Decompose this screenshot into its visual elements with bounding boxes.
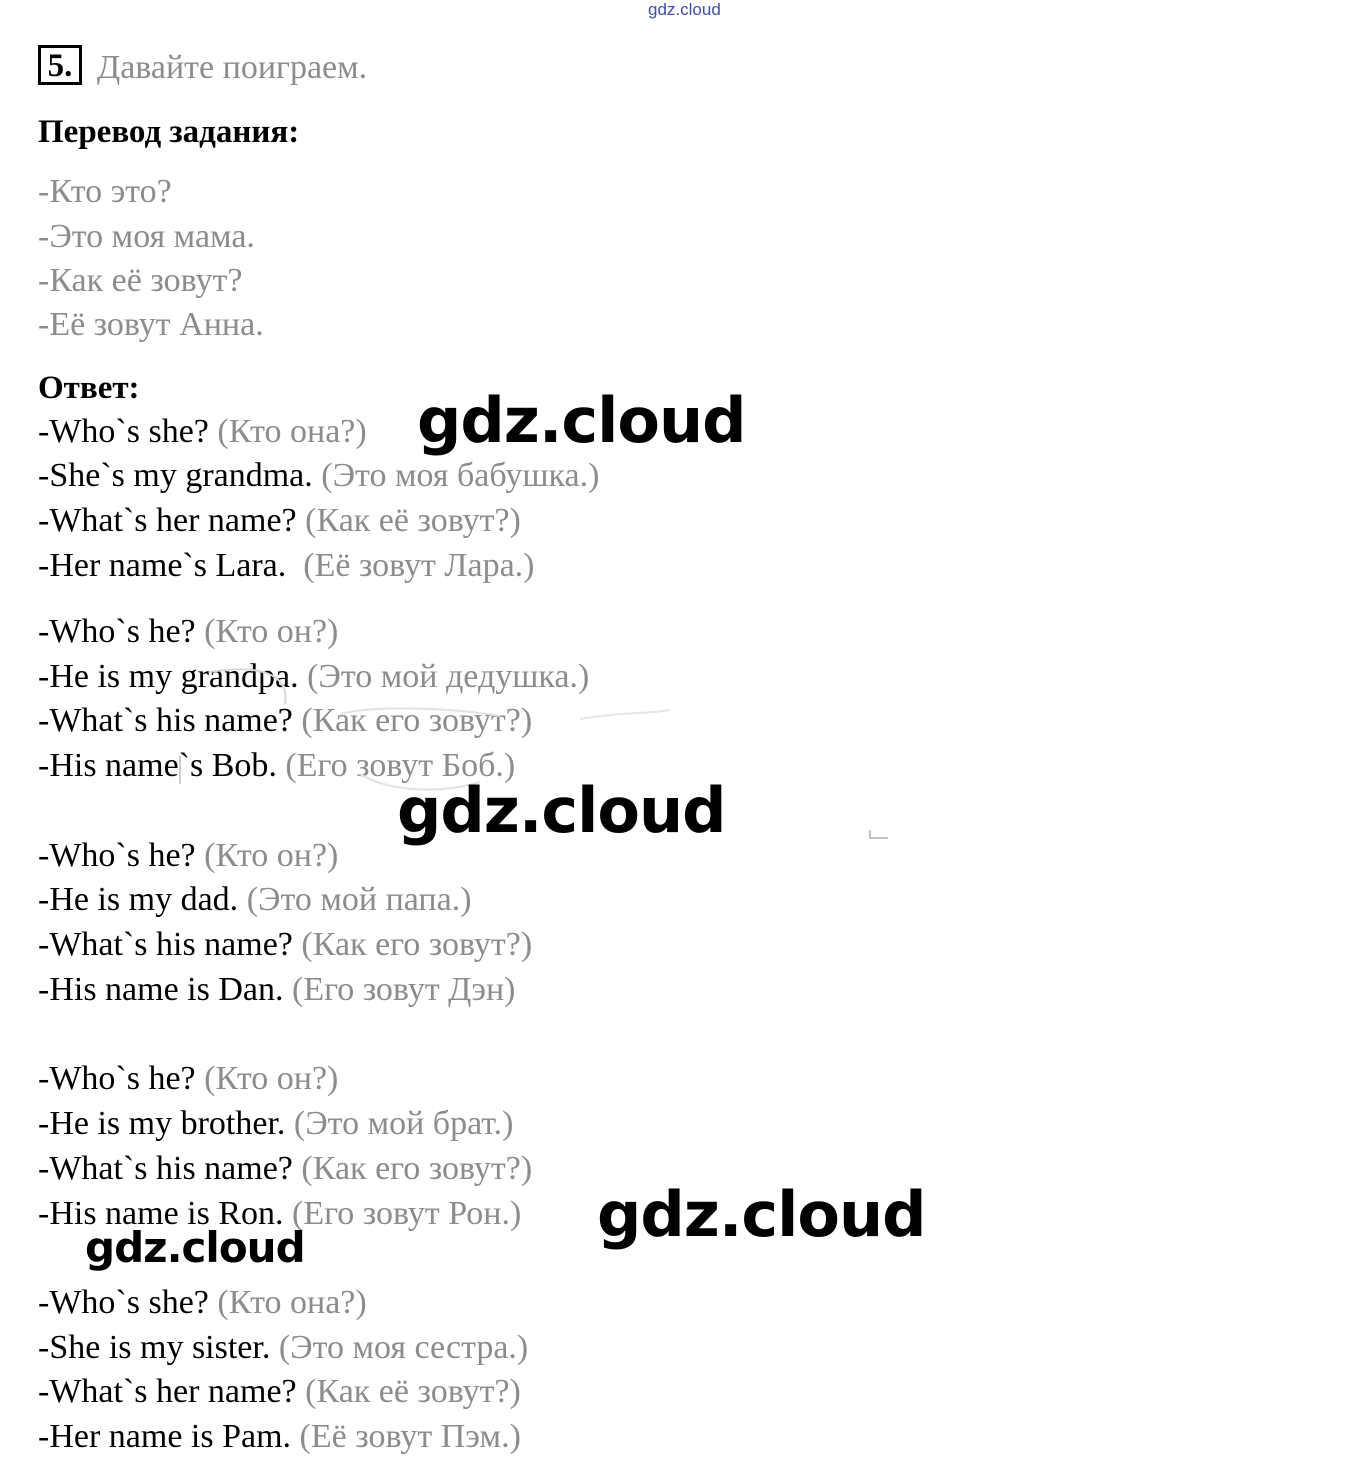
dialogue-line: -Her name`s Lara. (Её зовут Лара.) (38, 547, 535, 584)
dialogue-line: -What`s his name? (Как его зовут?) (38, 926, 533, 963)
task-number: 5. (38, 45, 82, 85)
dialogue-line: -His name is Ron. (Его зовут Рон.) (38, 1195, 522, 1232)
dialogue-line: -His name`s Bob. (Его зовут Боб.) (38, 747, 516, 784)
translation-line: -Это моя мама. (38, 218, 255, 255)
watermark: gdz.cloud (85, 1223, 305, 1272)
answer-heading: Ответ: (38, 370, 140, 406)
dialogue-line: -Who`s he? (Кто он?) (38, 613, 339, 650)
dialogue-line: -What`s his name? (Как его зовут?) (38, 1150, 533, 1187)
task-title: Давайте поиграем. (97, 49, 368, 86)
translation-line: -Кто это? (38, 173, 172, 210)
watermark: gdz.cloud (417, 384, 746, 457)
top-watermark: gdz.cloud (648, 0, 721, 19)
dialogue-line: -Who`s he? (Кто он?) (38, 1060, 339, 1097)
dialogue-line: -He is my dad. (Это мой папа.) (38, 881, 472, 918)
watermark: gdz.cloud (397, 774, 726, 847)
dialogue-line: -What`s her name? (Как её зовут?) (38, 502, 521, 539)
translation-line: -Её зовут Анна. (38, 306, 264, 343)
dialogue-line: -She`s my grandma. (Это моя бабушка.) (38, 457, 600, 494)
translation-heading: Перевод задания: (38, 114, 300, 150)
dialogue-line: -Who`s he? (Кто он?) (38, 837, 339, 874)
dialogue-line: -What`s his name? (Как его зовут?) (38, 702, 533, 739)
watermark: gdz.cloud (597, 1178, 926, 1251)
dialogue-line: -She is my sister. (Это моя сестра.) (38, 1329, 529, 1366)
dialogue-line: -He is my brother. (Это мой брат.) (38, 1105, 514, 1142)
dialogue-line: -Who`s she? (Кто она?) (38, 413, 367, 450)
dialogue-line: -His name is Dan. (Его зовут Дэн) (38, 971, 516, 1008)
translation-line: -Как её зовут? (38, 262, 243, 299)
scan-mark (868, 828, 890, 842)
dialogue-line: -He is my grandpa. (Это мой дедушка.) (38, 658, 590, 695)
dialogue-line: -Who`s she? (Кто она?) (38, 1284, 367, 1321)
dialogue-line: -What`s her name? (Как её зовут?) (38, 1373, 521, 1410)
dialogue-line: -Her name is Pam. (Её зовут Пэм.) (38, 1418, 521, 1455)
